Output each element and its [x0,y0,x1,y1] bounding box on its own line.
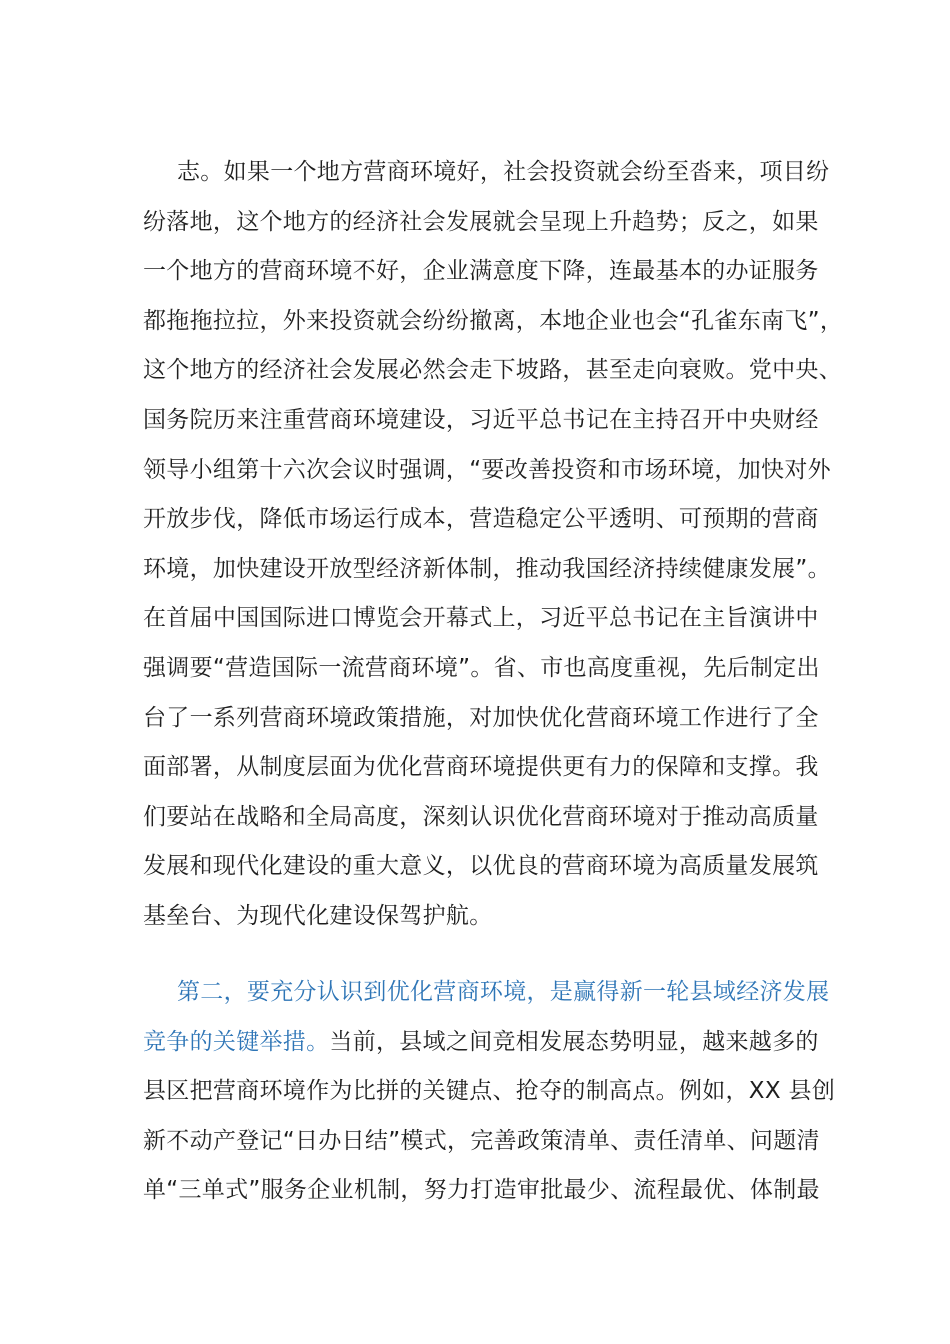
paragraph-2 [143,968,836,1216]
text-line: 们要站在战略和全局高度，深刻认识优化营商环境对于推动高质量 [143,803,819,830]
text-line: 发展和现代化建设的重大意义，以优良的营商环境为高质量发展筑 [143,853,819,880]
text-line: 纷落地，这个地方的经济社会发展就会呈现上升趋势；反之，如果 [143,208,819,235]
text-line: 县区把营商环境作为比拼的关键点、抢夺的制高点。例如，XX 县创 [143,1078,836,1105]
text-line: 领导小组第十六次会议时强调，“要改善投资和市场环境，加快对外 [143,456,831,483]
text-line-rest: 当前，县域之间竞相发展态势明显，越来越多的 [329,1028,819,1055]
text-line: 开放步伐，降低市场运行成本，营造稳定公平透明、可预期的营商 [143,506,819,533]
text-line: 基垒台、为现代化建设保驾护航。 [143,902,493,929]
text-line: 强调要“营造国际一流营商环境”。省、市也高度重视，先后制定出 [143,654,820,681]
section-heading-line: 第二，要充分认识到优化营商环境，是赢得新一轮县域经济发展 [177,979,830,1005]
text-line: 环境，加快建设开放型经济新体制，推动我国经济持续健康发展”。 [143,555,831,582]
text-line: 在首届中国国际进口博览会开幕式上，习近平总书记在主旨演讲中 [143,605,819,632]
text-line: 面部署，从制度层面为优化营商环境提供更有力的保障和支撑。我 [143,754,819,781]
text-line: 一个地方的营商环境不好，企业满意度下降，连最基本的办证服务 [143,258,819,285]
text-line: 志。如果一个地方营商环境好，社会投资就会纷至沓来，项目纷 [177,159,830,185]
section-heading-tail: 竞争的关键举措。 [143,1028,330,1055]
text-line: 单“三单式”服务企业机制，努力打造审批最少、流程最优、体制最 [143,1177,820,1204]
text-line [143,1018,819,1068]
text-line: 台了一系列营商环境政策措施，对加快优化营商环境工作进行了全 [143,704,819,731]
paragraph-1 [143,148,844,942]
text-line: 新不动产登记“日办日结”模式，完善政策清单、责任清单、问题清 [143,1127,820,1154]
text-line: 国务院历来注重营商环境建设，习近平总书记在主持召开中央财经 [143,406,819,433]
text-line: 这个地方的经济社会发展必然会走下坡路，甚至走向衰败。党中央、 [143,357,842,384]
text-line: 都拖拖拉拉，外来投资就会纷纷撤离，本地企业也会“孔雀东南飞”， [143,307,844,334]
